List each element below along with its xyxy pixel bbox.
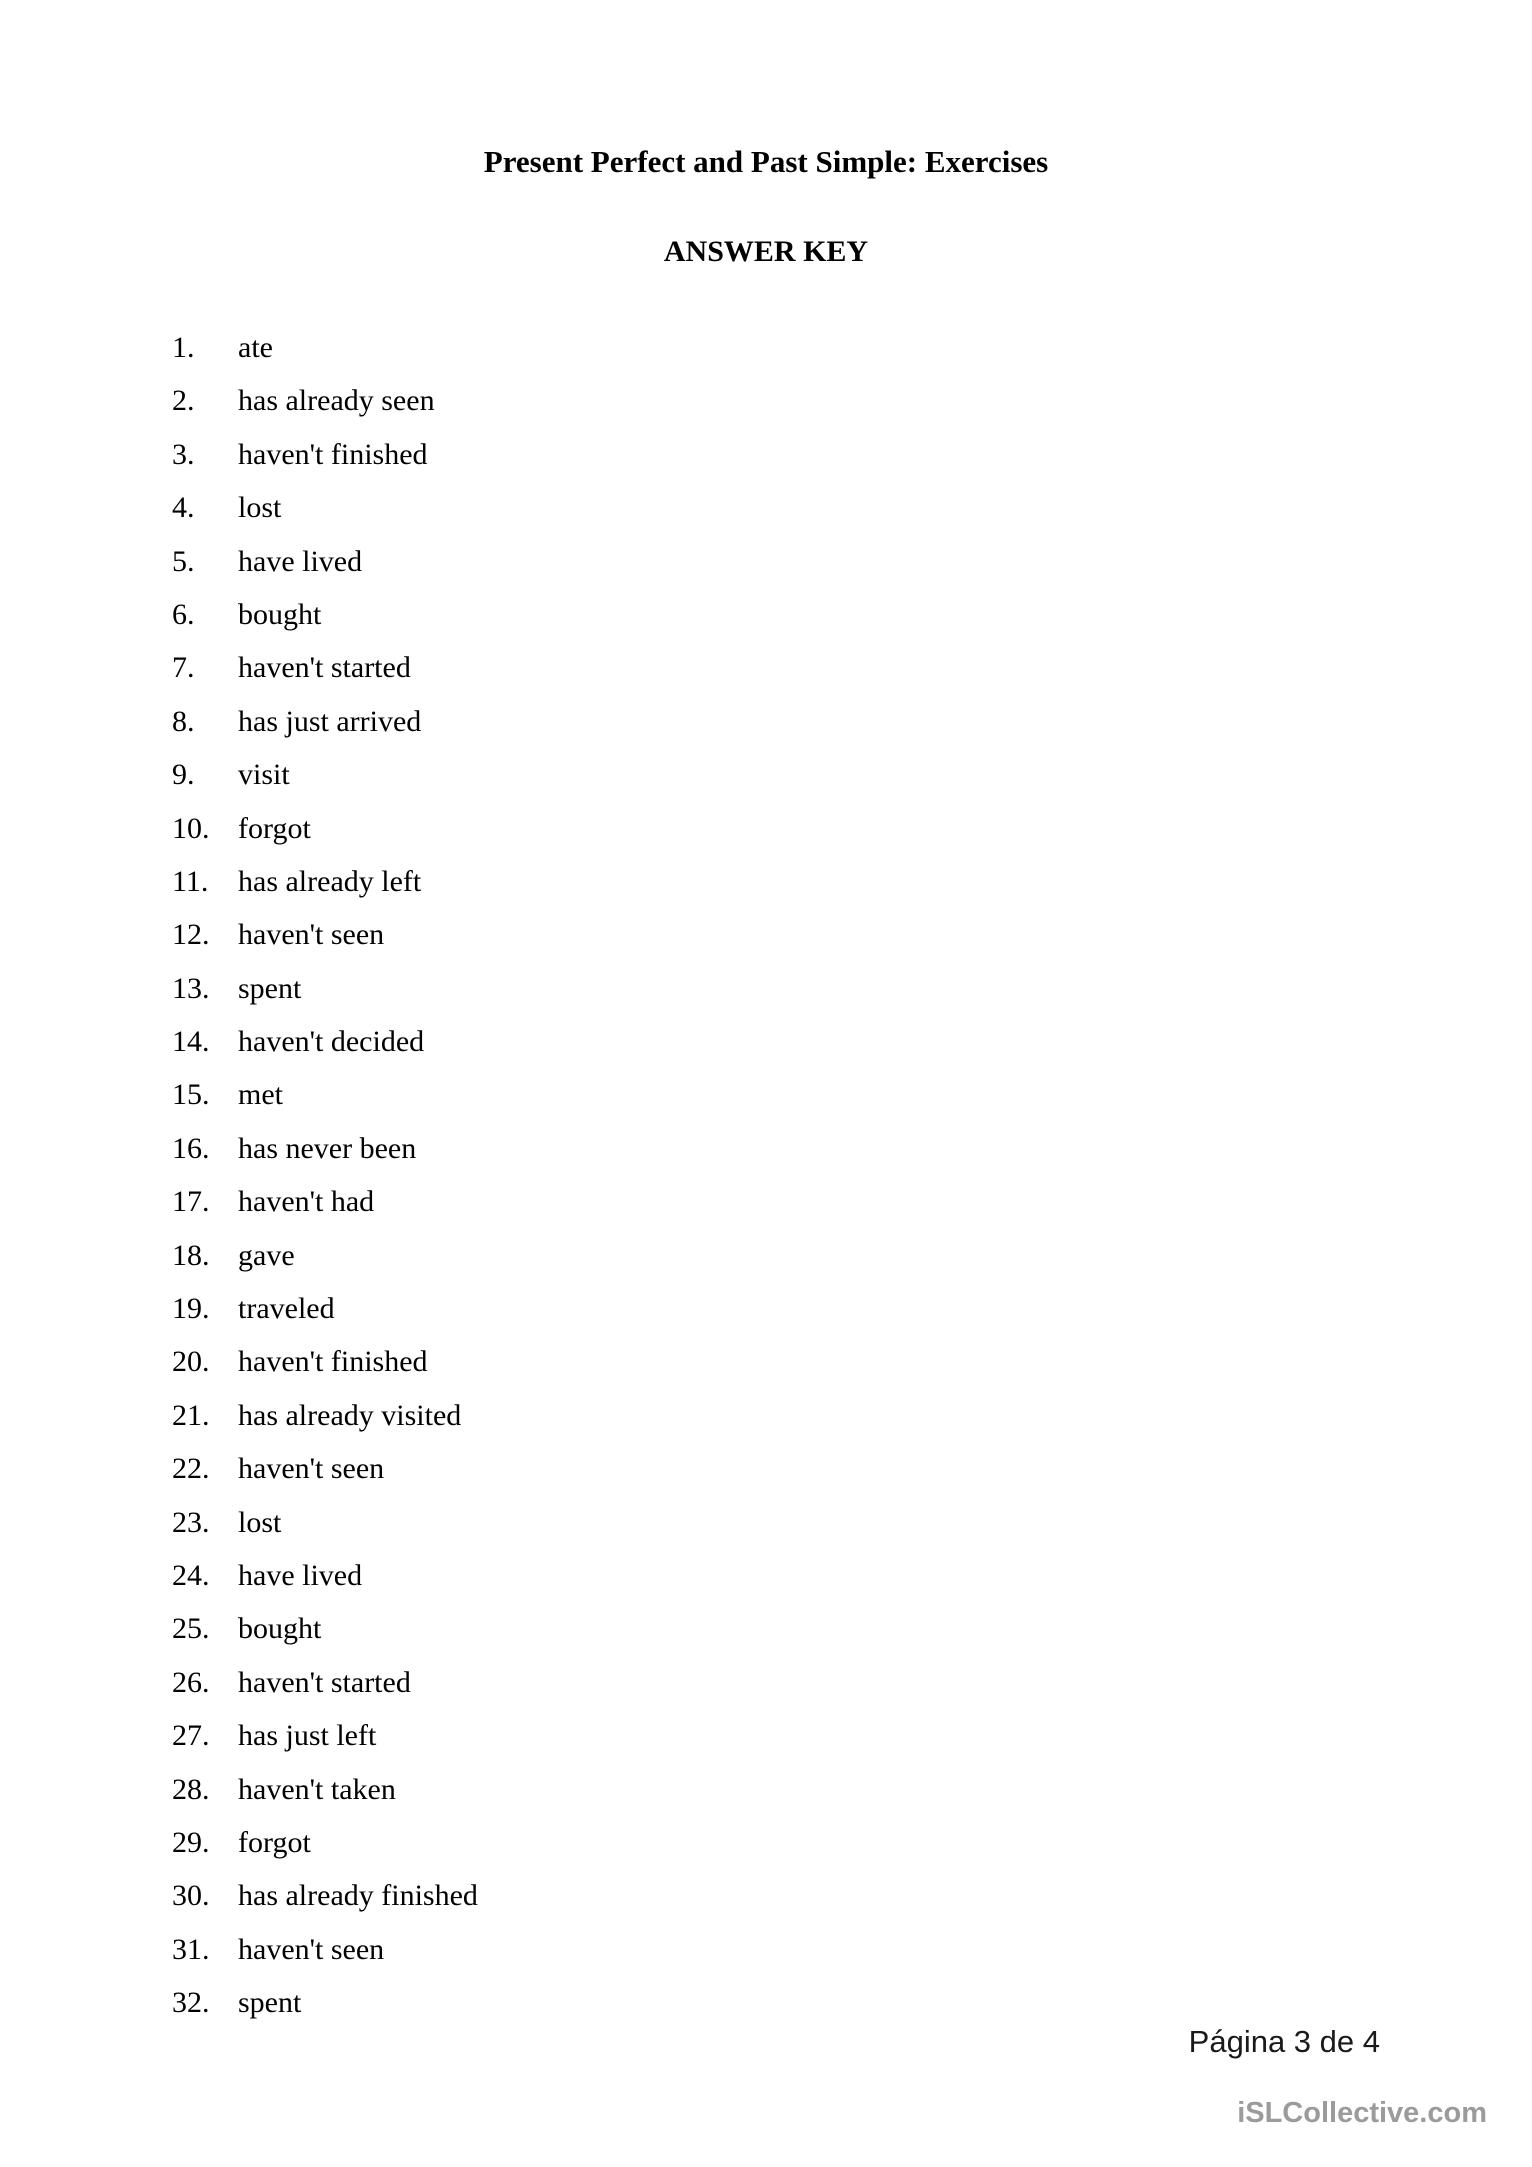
list-item <box>172 1665 478 1699</box>
list-item <box>172 333 478 363</box>
list-item-answer: lost <box>238 1505 282 1539</box>
list-item-number: 17. <box>172 1185 210 1219</box>
list-item <box>172 1398 478 1432</box>
list-item <box>172 386 478 416</box>
list-item-number: 23. <box>172 1505 210 1539</box>
list-item <box>172 1080 478 1110</box>
list-item <box>172 653 478 683</box>
list-item-number: 10. <box>172 811 210 845</box>
list-item <box>172 1294 478 1324</box>
list-item <box>172 920 478 950</box>
list-item <box>172 1881 478 1911</box>
list-item <box>172 1614 478 1644</box>
list-item <box>172 437 478 471</box>
list-item-number: 18. <box>172 1238 210 1272</box>
list-item-answer: haven't taken <box>238 1772 396 1806</box>
list-item-number: 8. <box>172 704 195 738</box>
list-item-number: 24. <box>172 1558 210 1592</box>
page-title: Present Perfect and Past Simple: Exercises <box>483 144 1049 179</box>
list-item-number: 30. <box>172 1879 210 1913</box>
list-item <box>172 1825 478 1859</box>
list-item <box>172 1187 478 1217</box>
list-item-answer: has never been <box>238 1131 417 1165</box>
list-item-answer: haven't started <box>238 1665 411 1699</box>
list-item-number: 6. <box>172 597 195 631</box>
list-item-number: 20. <box>172 1345 210 1379</box>
list-item-answer: has just left <box>238 1719 377 1753</box>
list-item-answer: have lived <box>238 1558 363 1592</box>
list-item-answer: haven't started <box>238 651 411 685</box>
list-item-number: 19. <box>172 1292 210 1326</box>
list-item-answer: forgot <box>238 811 311 845</box>
list-item <box>172 597 478 631</box>
list-item-answer: forgot <box>238 1825 311 1859</box>
list-item-answer: has already visited <box>238 1398 462 1432</box>
list-item-number: 31. <box>172 1932 210 1966</box>
list-item <box>172 1932 478 1966</box>
list-item <box>172 1988 478 2018</box>
list-item-number: 2. <box>172 384 195 418</box>
list-item-answer: spent <box>238 971 302 1005</box>
list-item-answer: has already left <box>238 864 422 898</box>
list-item-number: 14. <box>172 1025 210 1059</box>
list-item <box>172 1454 478 1484</box>
list-item <box>172 1238 478 1272</box>
list-item-number: 4. <box>172 491 195 525</box>
list-item <box>172 1721 478 1751</box>
list-item <box>172 1131 478 1165</box>
list-item-number: 7. <box>172 651 195 685</box>
list-item <box>172 864 478 898</box>
list-item-number: 5. <box>172 544 195 578</box>
list-item-number: 22. <box>172 1452 210 1486</box>
list-item-number: 15. <box>172 1078 210 1112</box>
list-item <box>172 1558 478 1592</box>
list-item <box>172 544 478 578</box>
list-item-number: 27. <box>172 1719 210 1753</box>
answer-list <box>172 333 478 2018</box>
list-item-answer: haven't had <box>238 1185 375 1219</box>
list-item-answer: met <box>238 1078 283 1112</box>
list-item-number: 21. <box>172 1398 210 1432</box>
list-item-answer: ate <box>238 331 273 364</box>
list-item-answer: bought <box>238 1612 322 1646</box>
list-item-answer: haven't finished <box>238 437 428 471</box>
list-item <box>172 1505 478 1539</box>
list-item-answer: haven't seen <box>238 918 385 952</box>
list-item <box>172 971 478 1005</box>
list-item-answer: haven't finished <box>238 1345 428 1379</box>
list-item-number: 25. <box>172 1612 210 1646</box>
list-item <box>172 1347 478 1377</box>
list-item-answer: haven't decided <box>238 1025 425 1059</box>
list-item-number: 26. <box>172 1665 210 1699</box>
list-item-number: 13. <box>172 971 210 1005</box>
list-item-number: 16. <box>172 1131 210 1165</box>
list-item-number: 28. <box>172 1772 210 1806</box>
list-item-answer: has already finished <box>238 1879 478 1913</box>
list-item-answer: bought <box>238 597 322 631</box>
list-item-answer: lost <box>238 491 282 525</box>
list-item <box>172 1027 478 1057</box>
list-item-answer: haven't seen <box>238 1932 385 1966</box>
list-item <box>172 1772 478 1806</box>
list-item-answer: gave <box>238 1238 295 1272</box>
list-item-answer: has already seen <box>238 384 435 418</box>
list-item-answer: visit <box>238 758 290 792</box>
answer-key-heading: ANSWER KEY <box>663 235 869 268</box>
list-item-answer: traveled <box>238 1292 335 1326</box>
list-item <box>172 760 478 790</box>
list-item <box>172 811 478 845</box>
list-item-number: 1. <box>172 331 195 364</box>
islcollective-watermark: iSLCollective.com <box>1237 2097 1487 2129</box>
list-item-number: 3. <box>172 437 195 471</box>
list-item <box>172 704 478 738</box>
list-item-answer: have lived <box>238 544 363 578</box>
list-item-number: 12. <box>172 918 210 952</box>
list-item-answer: haven't seen <box>238 1452 385 1486</box>
list-item-answer: has just arrived <box>238 704 422 738</box>
list-item-number: 29. <box>172 1825 210 1859</box>
list-item-answer: spent <box>238 1986 302 2020</box>
list-item-number: 32. <box>172 1986 210 2020</box>
list-item-number: 9. <box>172 758 195 792</box>
list-item-number: 11. <box>172 864 209 898</box>
page-indicator: Página 3 de 4 <box>1188 2024 1380 2059</box>
list-item <box>172 493 478 523</box>
